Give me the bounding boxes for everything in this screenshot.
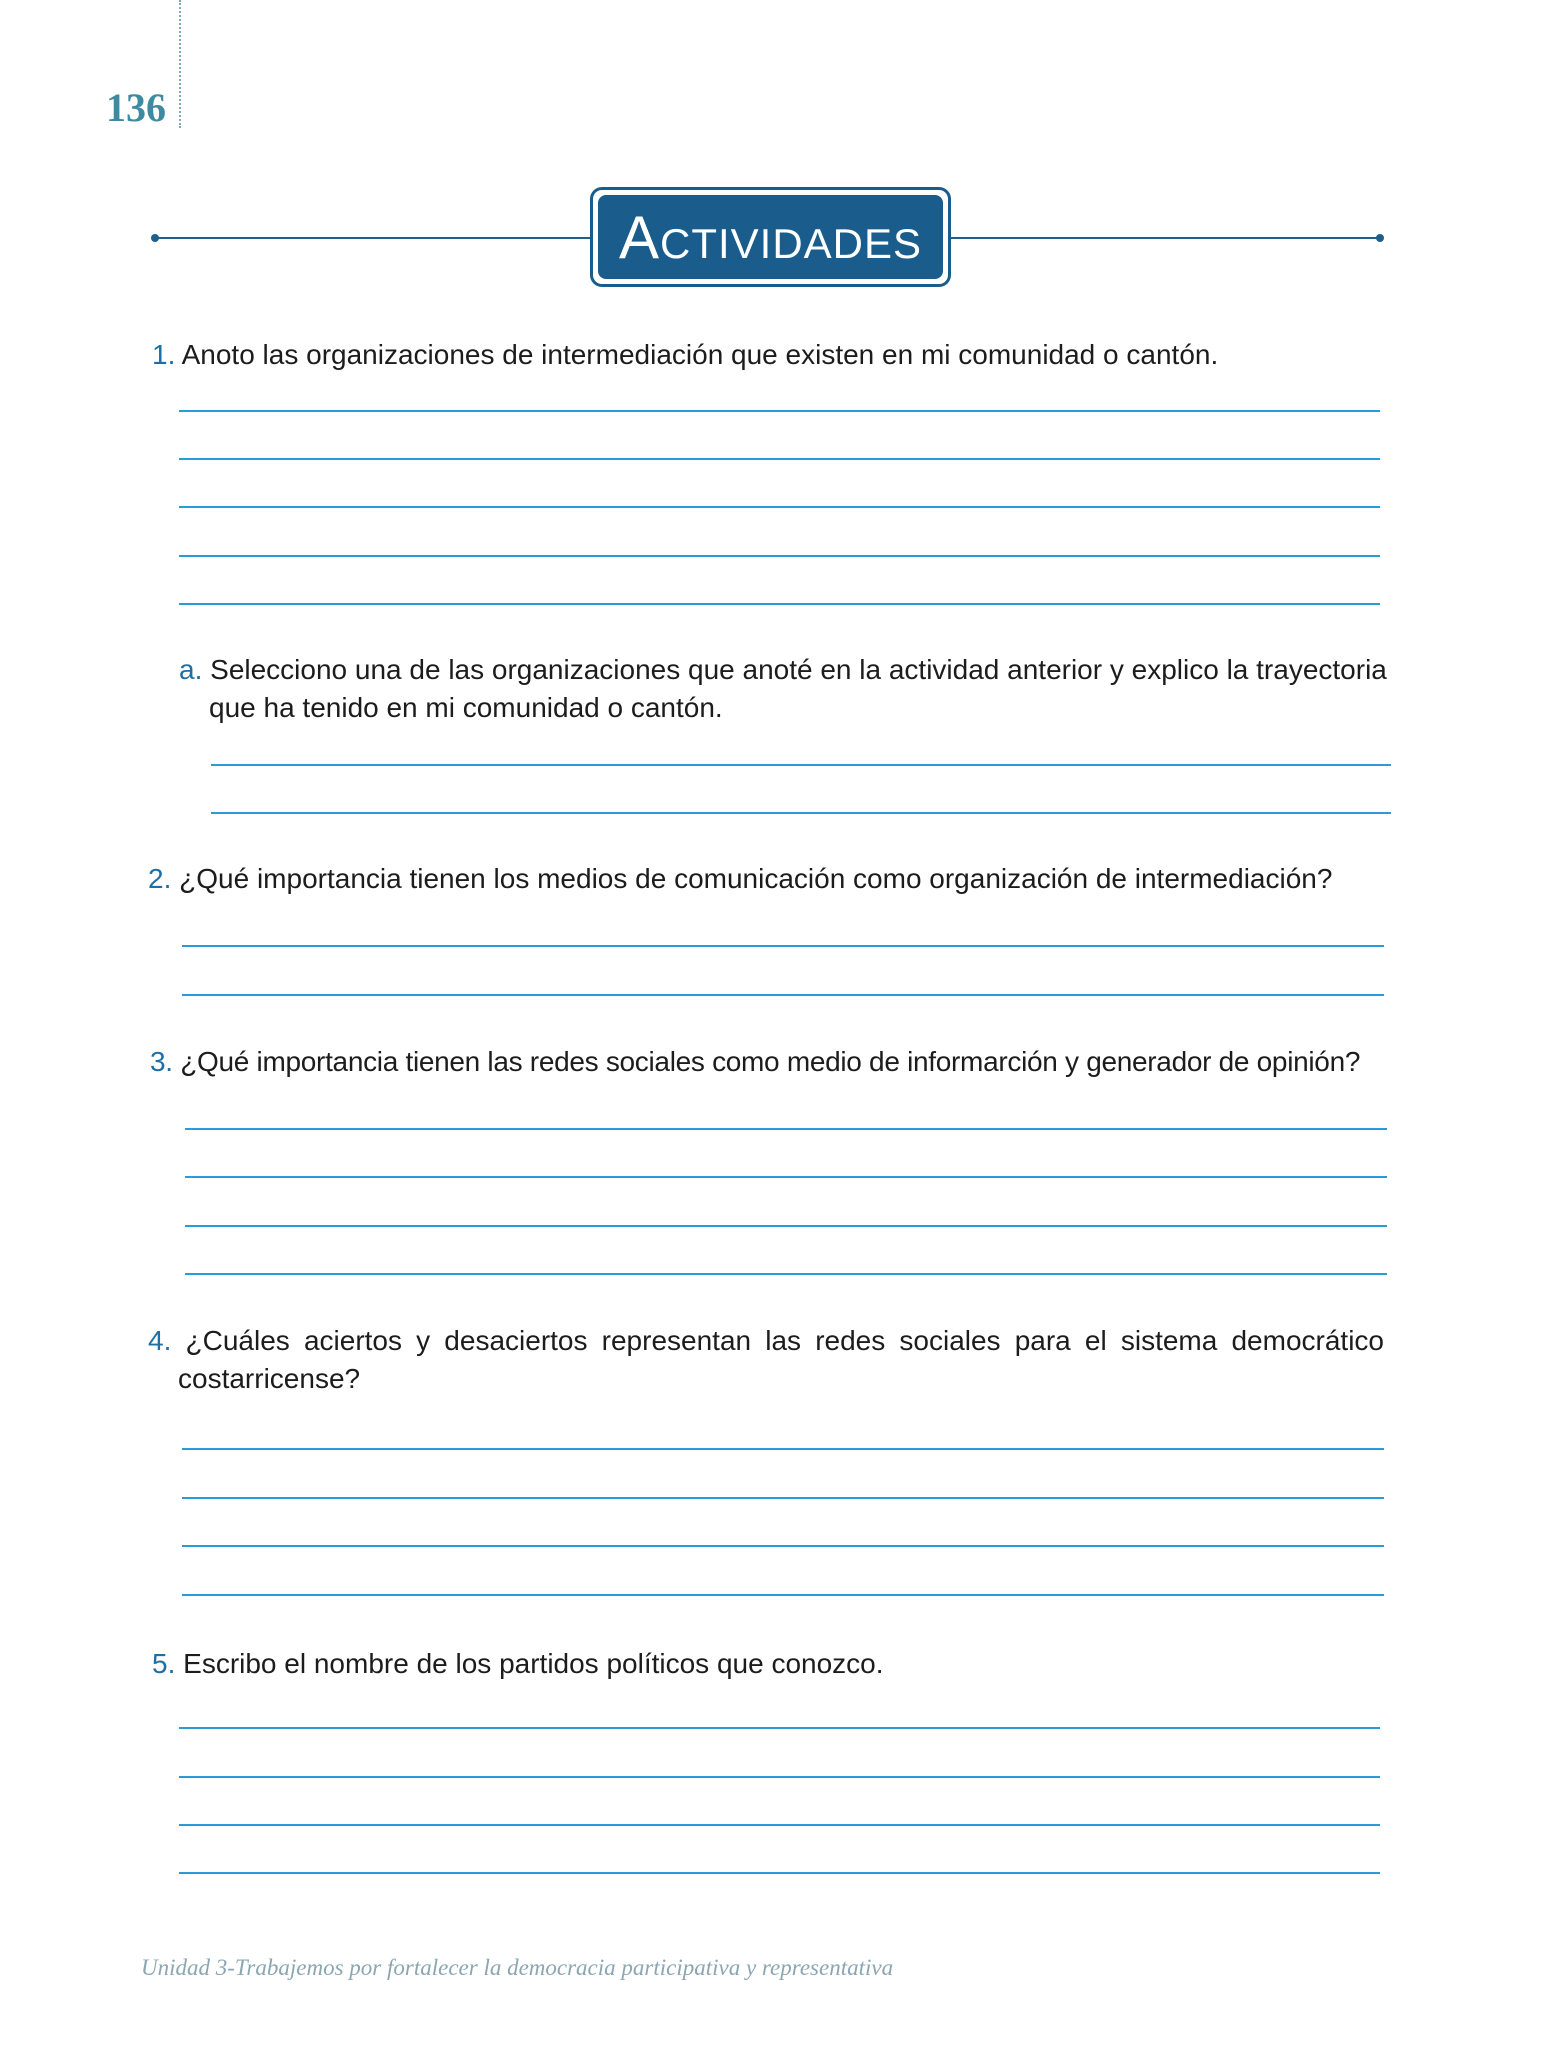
answer-line[interactable] <box>182 1448 1384 1450</box>
header-right-dot <box>1376 234 1384 242</box>
question-text: Escribo el nombre de los partidos políticos que conozco. <box>183 1648 884 1679</box>
answer-line[interactable] <box>182 1545 1384 1547</box>
answer-line[interactable] <box>185 1225 1387 1227</box>
question-text-line-2: costarricense? <box>178 1363 361 1394</box>
answer-line[interactable] <box>185 1176 1387 1178</box>
answer-line[interactable] <box>185 1128 1387 1130</box>
answer-line[interactable] <box>179 1872 1380 1874</box>
question-1 <box>152 336 1218 374</box>
answer-line[interactable] <box>211 812 1391 814</box>
question-text: Anoto las organizaciones de intermediación que existen en mi comunidad o cantón. <box>181 339 1219 370</box>
question-1a <box>179 651 1394 727</box>
question-number: 3. <box>150 1046 173 1077</box>
question-4 <box>148 1322 1384 1398</box>
question-2 <box>148 860 1332 898</box>
answer-line[interactable] <box>179 1776 1380 1778</box>
question-text: ¿Qué importancia tienen las redes sociales como medio de informarción y generador de opinión? <box>180 1046 1361 1077</box>
question-text-line-1: Selecciono una de las organizaciones que anoté en la actividad anterior y explico la trayectoria <box>210 654 1387 685</box>
answer-line[interactable] <box>182 945 1384 947</box>
section-title-box <box>590 187 951 287</box>
question-number: 1. <box>152 339 176 370</box>
answer-line[interactable] <box>185 1273 1387 1275</box>
question-text: ¿Qué importancia tienen los medios de comunicación como organización de intermediación? <box>179 863 1333 894</box>
page-footer: Unidad 3-Trabajemos por fortalecer la democracia participativa y representativa <box>141 1955 894 1980</box>
question-text-line-2: que ha tenido en mi comunidad o cantón. <box>209 692 723 723</box>
question-3 <box>150 1043 1360 1081</box>
header-line-right <box>949 237 1380 239</box>
question-number: a. <box>179 654 203 685</box>
answer-line[interactable] <box>179 506 1380 508</box>
answer-line[interactable] <box>179 555 1380 557</box>
answer-line[interactable] <box>179 603 1380 605</box>
question-number: 5. <box>152 1648 176 1679</box>
answer-line[interactable] <box>179 1824 1380 1826</box>
answer-line[interactable] <box>182 1497 1384 1499</box>
answer-line[interactable] <box>179 410 1380 412</box>
answer-line[interactable] <box>211 764 1391 766</box>
question-number: 4. <box>148 1325 172 1356</box>
answer-line[interactable] <box>179 458 1380 460</box>
header-line-left <box>155 237 592 239</box>
answer-line[interactable] <box>182 1594 1384 1596</box>
answer-line[interactable] <box>182 994 1384 996</box>
question-text-line-1: ¿Cuáles aciertos y desaciertos representan las redes sociales para el sistema democrático <box>185 1325 1384 1356</box>
answer-line[interactable] <box>179 1727 1380 1729</box>
section-title: Actividades <box>598 195 943 279</box>
page-number: 136 <box>106 85 166 130</box>
margin-dotted-rule <box>179 0 181 128</box>
question-5 <box>152 1645 884 1683</box>
question-number: 2. <box>148 863 172 894</box>
